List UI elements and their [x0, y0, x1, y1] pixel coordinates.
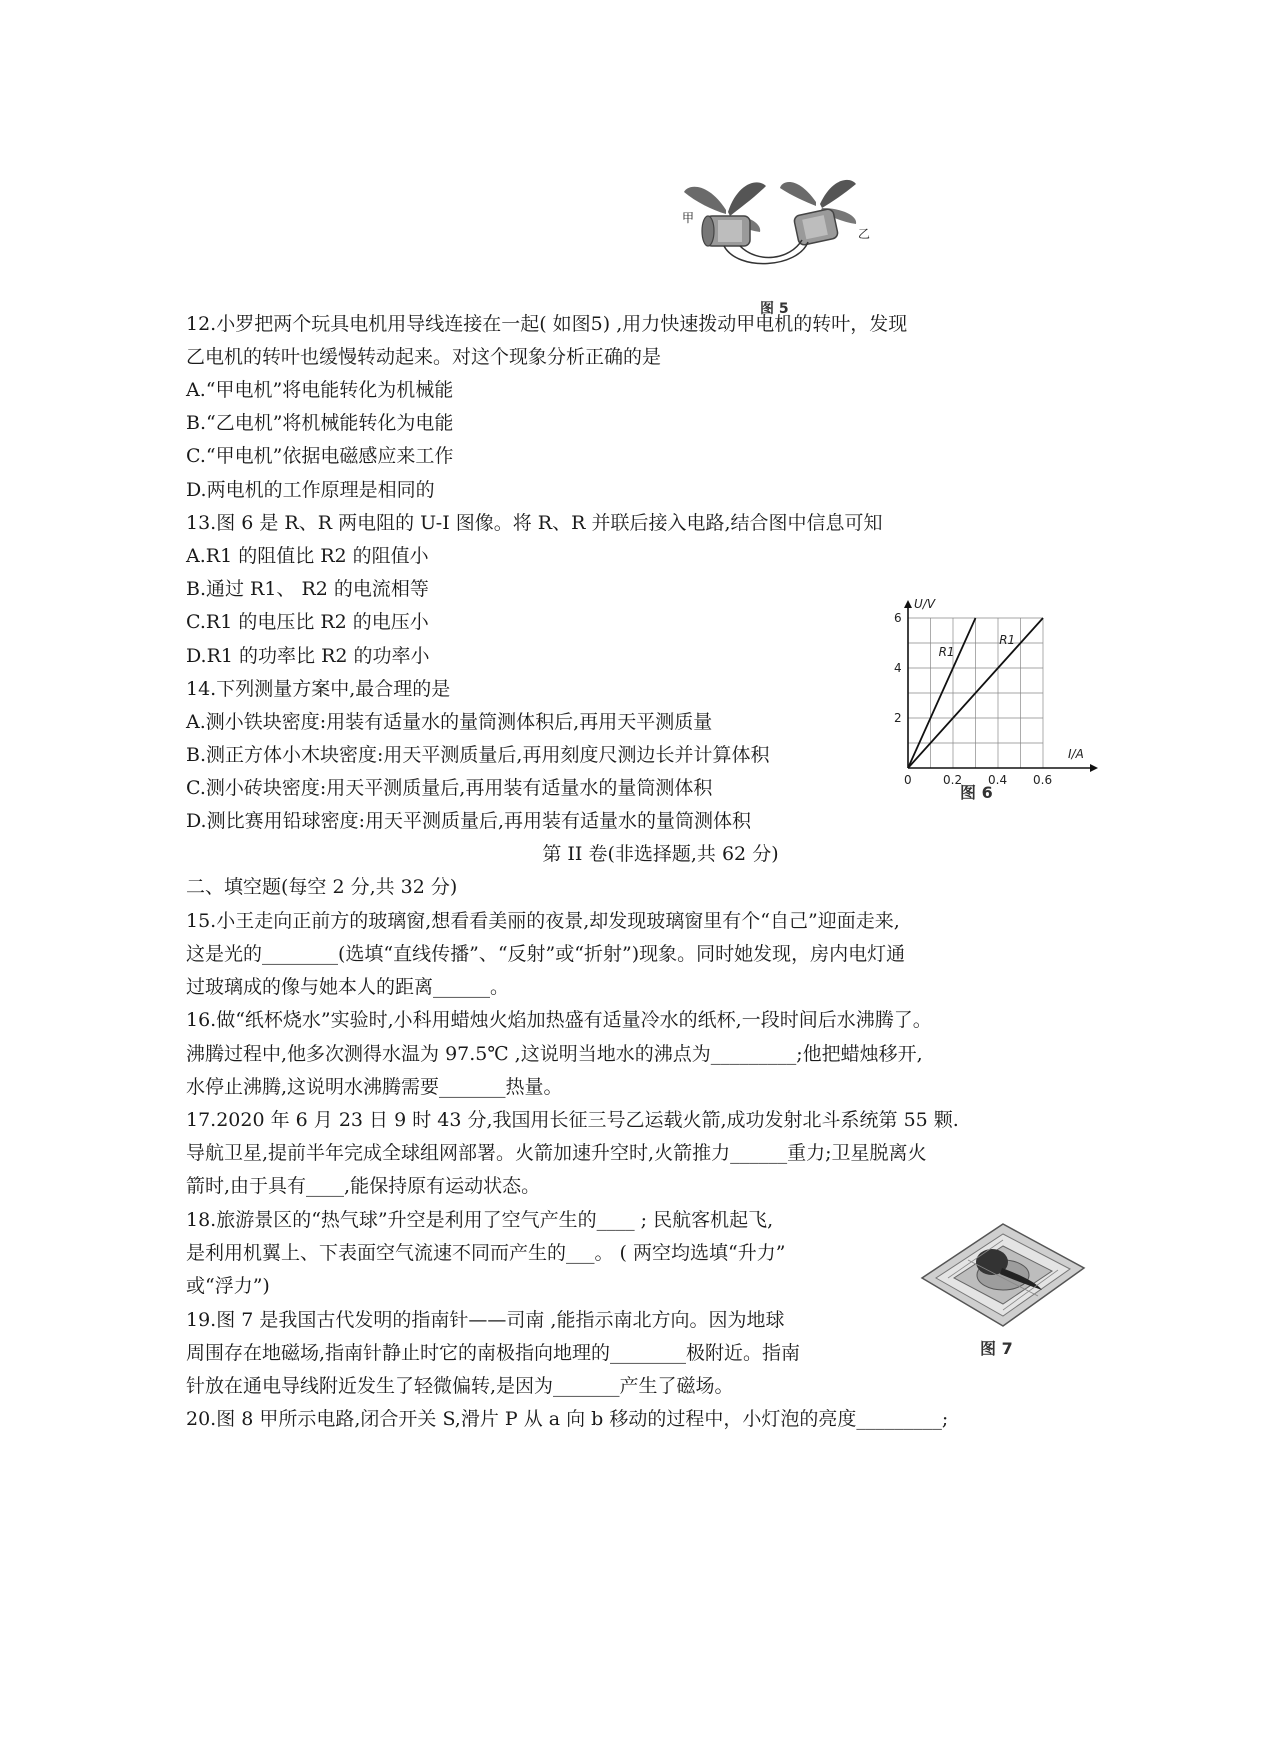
y-tick-label: 4: [894, 661, 902, 675]
q19-line2: 周围存在地磁场,指南针静止时它的南极指向地理的________极附近。指南: [186, 1342, 801, 1364]
q12-option-a: A.“甲电机”将电能转化为机械能: [186, 379, 454, 401]
q18-line2: 是利用机翼上、下表面空气流速不同而产生的___。 ( 两空均选填“升力”: [186, 1242, 786, 1264]
q16-line2: 沸腾过程中,他多次测得水温为 97.5℃ ,这说明当地水的沸点为_________;他把蜡烛移开,: [186, 1043, 923, 1065]
q12-option-b: B.“乙电机”将机械能转化为电能: [186, 412, 454, 434]
q12-stem-line1: 12.小罗把两个玩具电机用导线连接在一起( 如图5) ,用力快速拨动甲电机的转叶，发现: [186, 313, 908, 335]
q14-option-d: D.测比赛用铅球密度:用天平测质量后,再用装有适量水的量筒测体积: [186, 810, 752, 832]
q13-option-c: C.R1 的电压比 R2 的电压小: [186, 611, 429, 633]
figure-7-sinan: [918, 1220, 1088, 1330]
figure-6-caption: 图 6: [960, 783, 993, 802]
series-label-1: R1: [938, 645, 955, 659]
q19-line1: 19.图 7 是我国古代发明的指南针——司南 ,能指示南北方向。因为地球: [186, 1309, 785, 1331]
q17-line1: 17.2020 年 6 月 23 日 9 时 43 分,我国用长征三号乙运载火箭,成功发射北斗系统第 55 颗.: [186, 1109, 959, 1131]
q20-line1: 20.图 8 甲所示电路,闭合开关 S,滑片 P 从 a 向 b 移动的过程中，小灯泡的亮度_________;: [186, 1408, 949, 1430]
x-tick-label: 0.6: [1033, 773, 1053, 787]
x-tick-label: 0.2: [943, 773, 963, 787]
figure-5-caption: 图 5: [760, 301, 789, 317]
q19-line3: 针放在通电导线附近发生了轻微偏转,是因为_______产生了磁场。: [186, 1375, 734, 1397]
ui-graph: [880, 597, 1100, 787]
x-axis-label: I/A: [1068, 747, 1084, 761]
q12-stem-line2: 乙电机的转叶也缓慢转动起来。对这个现象分析正确的是: [186, 346, 662, 368]
q18-line3: 或“浮力”): [186, 1275, 270, 1297]
q15-line3: 过玻璃成的像与她本人的距离______。: [186, 976, 510, 998]
q16-line1: 16.做“纸杯烧水”实验时,小科用蜡烛火焰加热盛有适量冷水的纸杯,一段时间后水沸腾了。: [186, 1009, 932, 1031]
q15-line2: 这是光的________(选填“直线传播”、“反射”或“折射”)现象。同时她发现，房内电灯通: [186, 943, 906, 965]
q17-line3: 箭时,由于具有____,能保持原有运动状态。: [186, 1175, 541, 1197]
q14-option-a: A.测小铁块密度:用装有适量水的量筒测体积后,再用天平测质量: [186, 711, 713, 733]
q14-option-b: B.测正方体小木块密度:用天平测质量后,再用刻度尺测边长并计算体积: [186, 744, 770, 766]
y-axis-label: U/V: [914, 597, 936, 611]
q13-stem: 13.图 6 是 R、R 两电阻的 U-I 图像。将 R、R 并联后接入电路,结合图中信息可知: [186, 512, 883, 534]
y-tick-label: 2: [894, 711, 902, 725]
sinan-illustration: [918, 1220, 1088, 1330]
q13-option-b: B.通过 R1、 R2 的电流相等: [186, 578, 429, 600]
x-tick-label: 0.4: [988, 773, 1008, 787]
y-tick-label: 6: [894, 611, 902, 625]
y-axis-arrow: [904, 600, 912, 608]
section-2-title: 第 II 卷(非选择题,共 62 分): [542, 843, 779, 865]
fill-in-heading: 二、填空题(每空 2 分,共 32 分): [186, 876, 458, 898]
figure-7-caption: 图 7: [980, 1339, 1013, 1358]
q13-option-d: D.R1 的功率比 R2 的功率小: [186, 645, 430, 667]
motors-illustration: [678, 172, 878, 290]
q15-line1: 15.小王走向正前方的玻璃窗,想看看美丽的夜景,却发现玻璃窗里有个“自己”迎面走来,: [186, 910, 900, 932]
q14-option-c: C.测小砖块密度:用天平测质量后,再用装有适量水的量筒测体积: [186, 777, 713, 799]
q12-option-c: C.“甲电机”依据电磁感应来工作: [186, 445, 454, 467]
figure-6-chart: [880, 597, 1100, 787]
q12-option-d: D.两电机的工作原理是相同的: [186, 479, 435, 501]
fig5-label-jia: 甲: [682, 211, 695, 225]
x-tick-label: 0: [904, 773, 912, 787]
fig5-label-yi: 乙: [858, 227, 871, 241]
q14-stem: 14.下列测量方案中,最合理的是: [186, 678, 451, 700]
series-label-2: R1: [999, 633, 1016, 647]
x-axis-arrow: [1090, 764, 1098, 772]
q16-line3: 水停止沸腾,这说明水沸腾需要_______热量。: [186, 1076, 563, 1098]
q13-option-a: A.R1 的阻值比 R2 的阻值小: [186, 545, 429, 567]
q18-line1: 18.旅游景区的“热气球”升空是利用了空气产生的____ ; 民航客机起飞,: [186, 1209, 774, 1231]
q17-line2: 导航卫星,提前半年完成全球组网部署。火箭加速升空时,火箭推力______重力;卫星脱离火: [186, 1142, 927, 1164]
figure-5-motors: [678, 172, 878, 290]
